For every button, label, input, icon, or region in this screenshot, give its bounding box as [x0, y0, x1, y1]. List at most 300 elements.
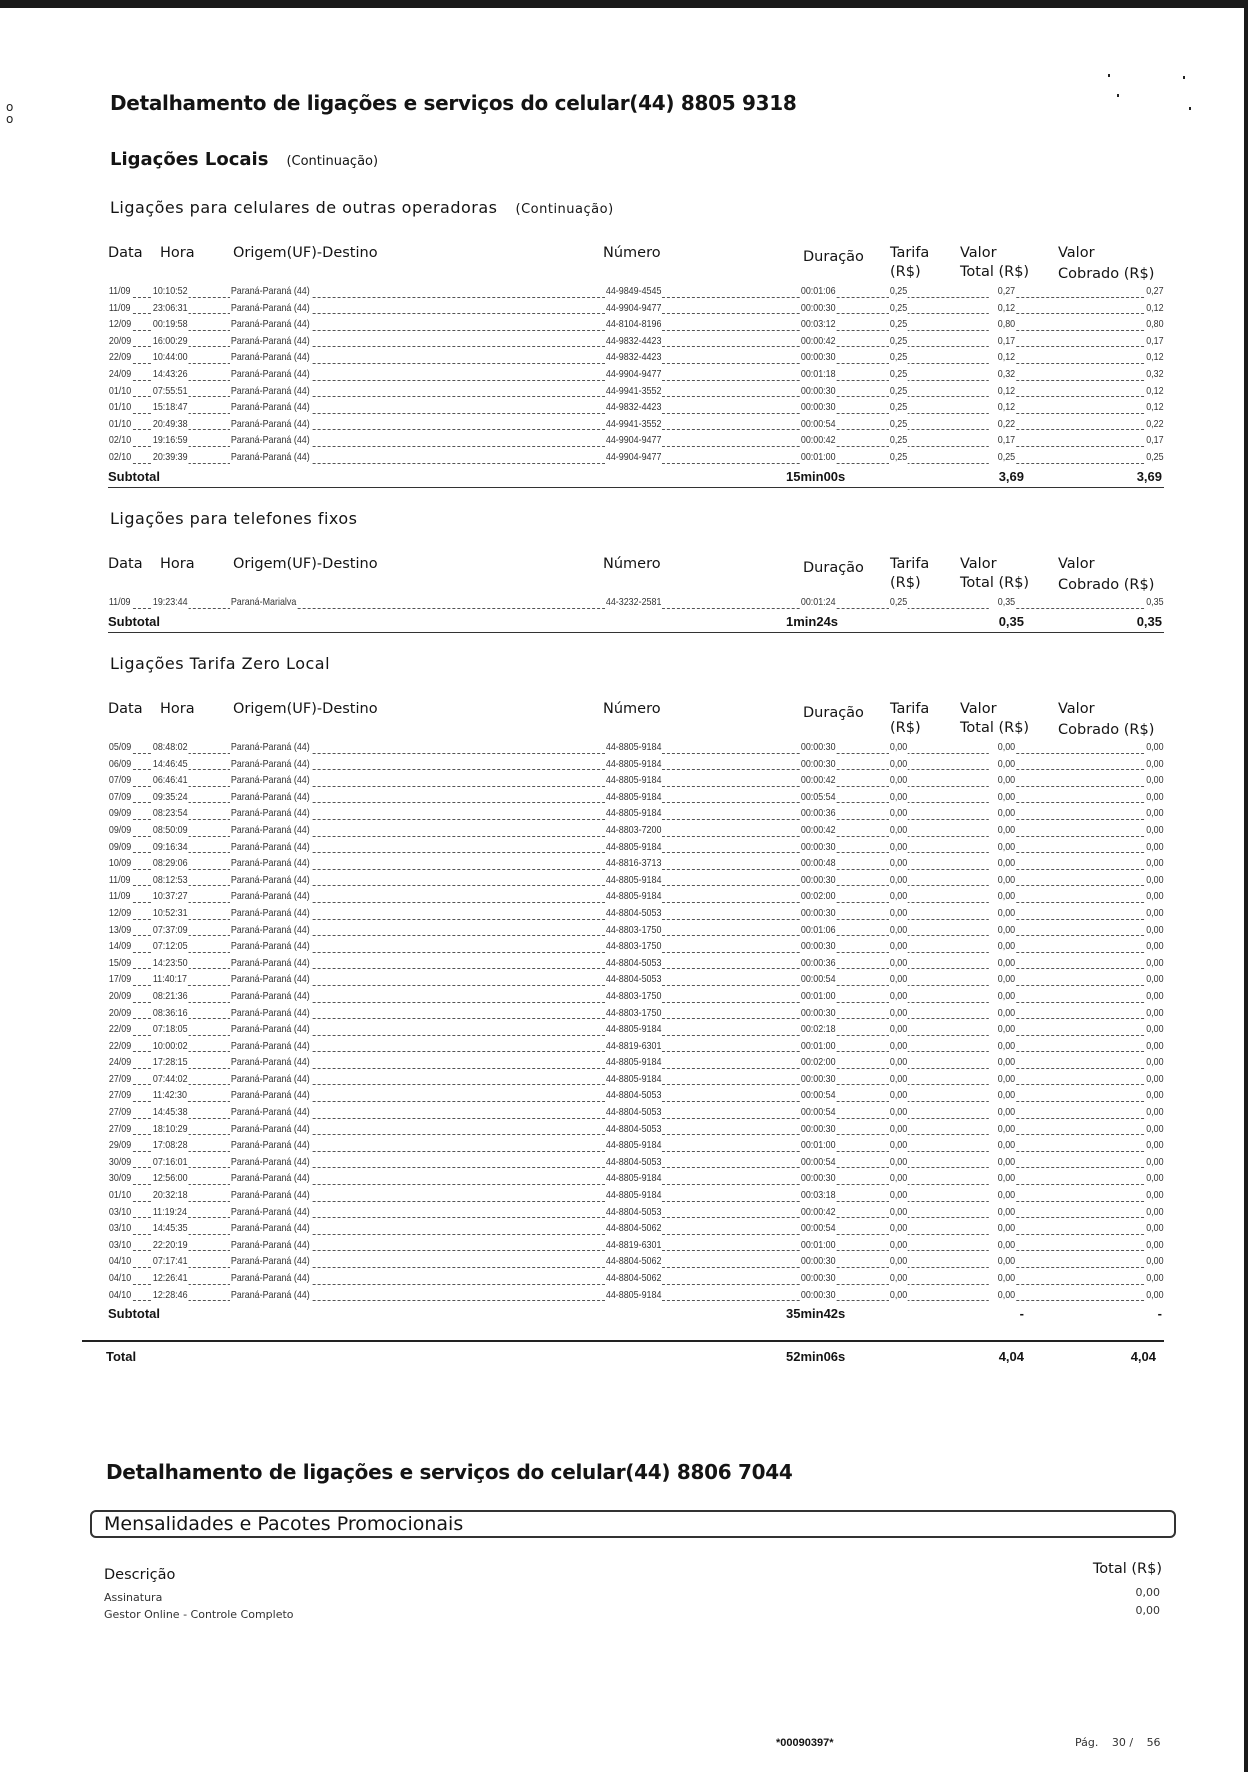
- cell-numero: 44-8805-9184: [605, 873, 662, 886]
- col-tarifa: Tarifa (R$): [890, 245, 930, 280]
- cell-tarifa: 0,00: [889, 1139, 908, 1152]
- cell-valor-cobrado: 0,12: [1145, 384, 1164, 397]
- cell-numero: 44-8804-5053: [605, 1106, 662, 1119]
- cell-hora: 16:00:29: [152, 334, 188, 347]
- cell-hora: 07:37:09: [152, 923, 188, 936]
- cell-hora: 07:12:05: [152, 940, 188, 953]
- cell-tarifa: 0,00: [889, 807, 908, 820]
- cell-data: 24/09: [108, 1056, 132, 1069]
- cell-valor-cobrado: 0,00: [1145, 823, 1164, 836]
- cell-numero: 44-8819-6301: [605, 1238, 662, 1251]
- cell-tarifa: 0,00: [889, 1089, 908, 1102]
- cell-hora: 17:08:28: [152, 1139, 188, 1152]
- cell-hora: 11:40:17: [152, 973, 187, 986]
- table-row: [108, 317, 1164, 334]
- cell-valor-total: 0,17: [989, 433, 1016, 448]
- cell-origem: Paraná-Paraná (44): [230, 1238, 310, 1251]
- table-body: [108, 284, 1164, 467]
- cell-duracao: 00:01:24: [800, 596, 836, 608]
- cell-data: 20/09: [108, 334, 132, 347]
- cell-origem: Paraná-Paraná (44): [230, 1089, 310, 1102]
- cell-valor-total: 0,00: [989, 1271, 1016, 1286]
- subtotal-valor-total: 3,69: [998, 468, 1024, 484]
- cell-valor-cobrado: 0,22: [1145, 417, 1164, 430]
- cell-numero: 44-9832-4423: [605, 401, 662, 414]
- cell-origem: Paraná-Paraná (44): [230, 757, 310, 770]
- cell-numero: 44-8816-3713: [605, 857, 662, 870]
- cell-valor-cobrado: 0,12: [1145, 351, 1164, 364]
- cell-tarifa: 0,25: [889, 384, 908, 397]
- col-origem: Origem(UF)-Destino: [233, 701, 378, 717]
- cell-duracao: 00:01:00: [800, 450, 836, 463]
- cell-hora: 14:46:45: [152, 757, 188, 770]
- cell-valor-total: 0,00: [989, 806, 1016, 821]
- cell-valor-total: 0,00: [989, 1221, 1016, 1236]
- cell-tarifa: 0,25: [889, 351, 908, 364]
- cell-tarifa: 0,00: [889, 1039, 908, 1052]
- cell-hora: 06:46:41: [152, 774, 188, 787]
- cell-duracao: 00:01:00: [800, 1039, 836, 1052]
- cell-origem: Paraná-Paraná (44): [230, 1122, 310, 1135]
- cell-tarifa: 0,00: [889, 973, 908, 986]
- cell-data: 11/09: [108, 890, 131, 903]
- table-row: [108, 956, 1164, 973]
- cell-data: 11/09: [108, 596, 131, 608]
- cell-origem: Paraná-Paraná (44): [230, 434, 310, 447]
- cell-hora: 14:45:38: [152, 1106, 188, 1119]
- subtotal-valor-cobrado: -: [1157, 1306, 1162, 1322]
- cell-origem: Paraná-Paraná (44): [230, 840, 310, 853]
- table-row: [108, 1288, 1164, 1305]
- table-header: [108, 700, 1164, 740]
- section-title: [110, 149, 378, 170]
- cell-data: 04/10: [108, 1272, 132, 1284]
- cell-valor-cobrado: 0,27: [1145, 285, 1164, 297]
- cell-origem: Paraná-Paraná (44): [230, 1172, 310, 1185]
- cell-numero: 44-9849-4545: [605, 285, 662, 297]
- total-duracao: 52min06s: [786, 1349, 846, 1364]
- cell-duracao: 00:00:54: [800, 1155, 836, 1168]
- cell-origem: Paraná-Paraná (44): [230, 956, 310, 969]
- subtotal-valor-cobrado: 3,69: [1136, 468, 1162, 484]
- cell-origem: Paraná-Paraná (44): [230, 1039, 310, 1052]
- cell-origem: Paraná-Paraná (44): [230, 285, 310, 297]
- cell-numero: 44-8803-1750: [605, 1006, 662, 1019]
- cell-tarifa: 0,00: [889, 1056, 908, 1069]
- cell-valor-total: 0,12: [989, 350, 1016, 365]
- cell-tarifa: 0,00: [889, 790, 908, 803]
- cell-numero: 44-8804-5053: [605, 1089, 662, 1102]
- cell-numero: 44-8805-9184: [605, 890, 662, 903]
- cell-hora: 00:19:58: [152, 318, 188, 331]
- cell-origem: Paraná-Paraná (44): [230, 334, 310, 347]
- cell-valor-total: 0,00: [989, 1006, 1016, 1021]
- table-row: [108, 1105, 1164, 1122]
- cell-tarifa: 0,00: [889, 1006, 908, 1019]
- grand-total-row: [106, 1349, 1162, 1369]
- cell-duracao: 00:00:42: [800, 774, 836, 787]
- cell-data: 10/09: [108, 857, 132, 870]
- mensalidade-amount: 0,00: [1135, 1586, 1160, 1599]
- cell-valor-cobrado: 0,00: [1145, 1255, 1164, 1268]
- col-duracao: Duração: [803, 705, 864, 721]
- cell-numero: 44-9941-3552: [605, 384, 662, 397]
- cell-hora: 22:20:19: [152, 1238, 188, 1251]
- table-row: [108, 1254, 1164, 1271]
- cell-numero: 44-9904-9477: [605, 434, 662, 447]
- table-row: [108, 773, 1164, 790]
- cell-duracao: 00:00:54: [800, 973, 836, 986]
- cell-tarifa: 0,25: [889, 367, 908, 380]
- cell-tarifa: 0,00: [889, 1106, 908, 1119]
- cell-tarifa: 0,25: [889, 401, 908, 414]
- subsection-name: Ligações para celulares de outras operadoras: [110, 198, 498, 217]
- cell-valor-cobrado: 0,35: [1145, 596, 1164, 608]
- table-row: [108, 1022, 1164, 1039]
- col-data: Data: [108, 701, 143, 717]
- cell-valor-total: 0,00: [989, 840, 1016, 855]
- cell-numero: 44-8805-9184: [605, 1189, 662, 1202]
- cell-tarifa: 0,00: [889, 1238, 908, 1251]
- cell-hora: 10:00:02: [152, 1039, 188, 1052]
- col-total: Total (R$): [1092, 1561, 1162, 1577]
- cell-origem: Paraná-Paraná (44): [230, 301, 310, 314]
- cell-valor-total: 0,00: [989, 1205, 1016, 1220]
- cell-valor-total: 0,25: [989, 450, 1016, 465]
- cell-valor-total: 0,00: [989, 906, 1016, 921]
- table-header: [108, 244, 1164, 284]
- cell-valor-total: 0,00: [989, 889, 1016, 904]
- second-line-title: Detalhamento de ligações e serviços do celular(44) 8806 7044: [106, 1460, 793, 1484]
- cell-duracao: 00:01:00: [800, 1139, 836, 1152]
- cell-data: 22/09: [108, 1039, 132, 1052]
- total-valor-cobrado: 4,04: [1130, 1349, 1156, 1364]
- cell-valor-total: 0,12: [989, 301, 1016, 316]
- cell-origem: Paraná-Paraná (44): [230, 367, 310, 380]
- cell-origem: Paraná-Paraná (44): [230, 1288, 310, 1301]
- cell-origem: Paraná-Paraná (44): [230, 1056, 310, 1069]
- cell-tarifa: 0,00: [889, 1205, 908, 1218]
- cell-hora: 09:35:24: [152, 790, 188, 803]
- col-valor-cobrado: Valor Cobrado (R$): [1058, 701, 1155, 738]
- cell-data: 01/10: [108, 401, 132, 414]
- cell-tarifa: 0,00: [889, 956, 908, 969]
- cell-hora: 18:10:29: [152, 1122, 188, 1135]
- cell-hora: 10:10:52: [152, 285, 188, 297]
- cell-origem: Paraná-Paraná (44): [230, 1272, 310, 1284]
- cell-numero: 44-8803-1750: [605, 923, 662, 936]
- table-row: [108, 1122, 1164, 1139]
- cell-duracao: 00:00:30: [800, 1255, 836, 1268]
- table-row: [108, 806, 1164, 823]
- table-row: [108, 384, 1164, 401]
- cell-duracao: 00:01:00: [800, 1238, 836, 1251]
- page-label: Pág.: [1075, 1736, 1099, 1749]
- cell-tarifa: 0,00: [889, 774, 908, 787]
- cell-numero: 44-9832-4423: [605, 334, 662, 347]
- table-row: [108, 1171, 1164, 1188]
- cell-tarifa: 0,00: [889, 989, 908, 1002]
- cell-valor-cobrado: 0,00: [1145, 1172, 1164, 1185]
- cell-valor-cobrado: 0,00: [1145, 807, 1164, 820]
- cell-data: 03/10: [108, 1222, 132, 1235]
- cell-origem: Paraná-Marialva: [230, 596, 297, 608]
- col-origem: Origem(UF)-Destino: [233, 245, 378, 261]
- cell-valor-cobrado: 0,00: [1145, 1272, 1164, 1284]
- cell-valor-total: 0,00: [989, 1138, 1016, 1153]
- cell-duracao: 00:03:12: [800, 318, 836, 331]
- cell-valor-total: 0,00: [989, 1022, 1016, 1037]
- cell-duracao: 00:00:30: [800, 873, 836, 886]
- table-row: [108, 889, 1164, 906]
- cell-origem: Paraná-Paraná (44): [230, 774, 310, 787]
- cell-tarifa: 0,00: [889, 1023, 908, 1036]
- cell-valor-total: 0,35: [989, 595, 1016, 610]
- cell-numero: 44-8805-9184: [605, 1139, 662, 1152]
- table-row: [108, 1221, 1164, 1238]
- cell-valor-total: 0,32: [989, 367, 1016, 382]
- mensalidade-item: Gestor Online - Controle Completo: [104, 1608, 294, 1621]
- cell-valor-cobrado: 0,00: [1145, 757, 1164, 770]
- table-telefones-fixos: [108, 555, 1164, 633]
- table-row: [108, 823, 1164, 840]
- table-row: [108, 757, 1164, 774]
- cell-duracao: 00:00:36: [800, 956, 836, 969]
- cell-numero: 44-9832-4423: [605, 351, 662, 364]
- cell-origem: Paraná-Paraná (44): [230, 351, 310, 364]
- mensalidade-item: Assinatura: [104, 1591, 163, 1604]
- cell-duracao: 00:05:54: [800, 790, 836, 803]
- cell-valor-cobrado: 0,00: [1145, 906, 1164, 919]
- table-row: [108, 367, 1164, 384]
- cell-valor-total: 0,00: [989, 1105, 1016, 1120]
- scan-speck: [1183, 76, 1185, 79]
- cell-tarifa: 0,00: [889, 940, 908, 953]
- table-tarifa-zero: [108, 700, 1164, 1324]
- table-row: [108, 350, 1164, 367]
- col-valor-total: Valor Total (R$): [960, 556, 1030, 591]
- subtotal-valor-cobrado: 0,35: [1136, 613, 1162, 629]
- cell-valor-cobrado: 0,00: [1145, 840, 1164, 853]
- cell-valor-total: 0,00: [989, 1288, 1016, 1303]
- cell-valor-total: 0,00: [989, 1088, 1016, 1103]
- cell-hora: 12:28:46: [152, 1288, 188, 1301]
- col-tarifa: Tarifa (R$): [890, 701, 930, 736]
- cell-origem: Paraná-Paraná (44): [230, 873, 310, 886]
- cell-valor-cobrado: 0,00: [1145, 989, 1164, 1002]
- cell-valor-cobrado: 0,00: [1145, 873, 1164, 886]
- table-row: [108, 972, 1164, 989]
- cell-valor-cobrado: 0,00: [1145, 774, 1164, 787]
- cell-numero: 44-8803-1750: [605, 940, 662, 953]
- cell-data: 09/09: [108, 807, 132, 820]
- cell-valor-total: 0,00: [989, 1039, 1016, 1054]
- col-valor-cobrado: Valor Cobrado (R$): [1058, 556, 1155, 593]
- cell-numero: 44-8805-9184: [605, 1072, 662, 1085]
- cell-duracao: 00:00:30: [800, 1122, 836, 1135]
- cell-origem: Paraná-Paraná (44): [230, 401, 310, 414]
- cell-data: 09/09: [108, 823, 132, 836]
- cell-tarifa: 0,00: [889, 1172, 908, 1185]
- cell-hora: 10:37:27: [152, 890, 188, 903]
- table-row: [108, 906, 1164, 923]
- subsection-title-fixos: Ligações para telefones fixos: [110, 509, 358, 528]
- table-row: [108, 284, 1164, 301]
- subtotal-duracao: 35min42s: [786, 1306, 846, 1322]
- cell-hora: 09:16:34: [152, 840, 188, 853]
- cell-data: 12/09: [108, 906, 132, 919]
- table-row: [108, 840, 1164, 857]
- table-row: [108, 1039, 1164, 1056]
- subtotal-duracao: 15min00s: [786, 468, 846, 484]
- cell-tarifa: 0,00: [889, 1255, 908, 1268]
- cell-numero: 44-9941-3552: [605, 417, 662, 430]
- cell-numero: 44-8805-9184: [605, 840, 662, 853]
- col-duracao: Duração: [803, 560, 864, 576]
- cell-duracao: 00:02:00: [800, 1056, 836, 1069]
- cell-numero: 44-8805-9184: [605, 757, 662, 770]
- col-valor-cobrado: Valor Cobrado (R$): [1058, 245, 1155, 282]
- cell-valor-total: 0,00: [989, 989, 1016, 1004]
- col-data: Data: [108, 245, 143, 261]
- cell-hora: 19:16:59: [152, 434, 188, 447]
- cell-origem: Paraná-Paraná (44): [230, 450, 310, 463]
- cell-tarifa: 0,00: [889, 1072, 908, 1085]
- document-code: *00090397*: [776, 1737, 834, 1749]
- page-current: 30 /: [1111, 1736, 1134, 1749]
- cell-tarifa: 0,25: [889, 285, 908, 297]
- cell-hora: 08:12:53: [152, 873, 188, 886]
- cell-valor-total: 0,00: [989, 1072, 1016, 1087]
- subsection-title-tarifa-zero: Ligações Tarifa Zero Local: [110, 654, 331, 673]
- cell-hora: 07:16:01: [152, 1155, 188, 1168]
- page-total: 56: [1146, 1736, 1161, 1749]
- cell-valor-cobrado: 0,00: [1145, 857, 1164, 870]
- cell-numero: 44-3232-2581: [605, 596, 662, 608]
- table-row: [108, 1188, 1164, 1205]
- cell-numero: 44-8804-5053: [605, 1122, 662, 1135]
- cell-data: 02/10: [108, 434, 132, 447]
- subtotal-valor-total: -: [1019, 1306, 1024, 1322]
- cell-numero: 44-8819-6301: [605, 1039, 662, 1052]
- table-row: [108, 939, 1164, 956]
- cell-data: 05/09: [108, 741, 132, 753]
- cell-duracao: 00:00:30: [800, 840, 836, 853]
- cell-origem: Paraná-Paraná (44): [230, 1139, 310, 1152]
- cell-hora: 11:19:24: [152, 1205, 187, 1218]
- cell-tarifa: 0,00: [889, 840, 908, 853]
- cell-numero: 44-8804-5062: [605, 1272, 662, 1284]
- cell-valor-total: 0,00: [989, 1238, 1016, 1253]
- cell-valor-cobrado: 0,00: [1145, 1155, 1164, 1168]
- cell-valor-cobrado: 0,25: [1145, 450, 1164, 463]
- cell-numero: 44-8804-5053: [605, 1155, 662, 1168]
- cell-origem: Paraná-Paraná (44): [230, 1189, 310, 1202]
- cell-data: 01/10: [108, 1189, 132, 1202]
- cell-duracao: 00:00:30: [800, 1006, 836, 1019]
- table-body: [108, 740, 1164, 1304]
- col-tarifa: Tarifa (R$): [890, 556, 930, 591]
- cell-valor-total: 0,22: [989, 417, 1016, 432]
- cell-origem: Paraná-Paraná (44): [230, 1023, 310, 1036]
- cell-tarifa: 0,00: [889, 1122, 908, 1135]
- cell-data: 24/09: [108, 367, 132, 380]
- cell-duracao: 00:00:54: [800, 417, 836, 430]
- page-number: [1075, 1736, 1171, 1749]
- table-body: [108, 595, 1164, 612]
- cell-numero: 44-8104-8196: [605, 318, 662, 331]
- cell-valor-cobrado: 0,12: [1145, 301, 1164, 314]
- cell-origem: Paraná-Paraná (44): [230, 384, 310, 397]
- col-hora: Hora: [160, 556, 195, 572]
- cell-hora: 07:55:51: [152, 384, 188, 397]
- cell-valor-total: 0,00: [989, 972, 1016, 987]
- cell-data: 03/10: [108, 1205, 132, 1218]
- cell-valor-total: 0,12: [989, 384, 1016, 399]
- cell-hora: 08:48:02: [152, 741, 188, 753]
- total-divider: [82, 1340, 1164, 1342]
- table-row: [108, 400, 1164, 417]
- table-header: [108, 555, 1164, 595]
- table-row: [108, 1006, 1164, 1023]
- cell-origem: Paraná-Paraná (44): [230, 857, 310, 870]
- cell-origem: Paraná-Paraná (44): [230, 923, 310, 936]
- cell-duracao: 00:00:54: [800, 1089, 836, 1102]
- cell-tarifa: 0,00: [889, 1155, 908, 1168]
- cell-data: 27/09: [108, 1106, 132, 1119]
- cell-valor-cobrado: 0,00: [1145, 1222, 1164, 1235]
- cell-origem: Paraná-Paraná (44): [230, 1155, 310, 1168]
- col-hora: Hora: [160, 245, 195, 261]
- total-label: Total: [106, 1349, 137, 1364]
- total-valor-total: 4,04: [998, 1349, 1024, 1364]
- col-numero: Número: [603, 556, 661, 572]
- cell-hora: 15:18:47: [152, 401, 188, 414]
- cell-duracao: 00:00:36: [800, 807, 836, 820]
- cell-valor-cobrado: 0,00: [1145, 1039, 1164, 1052]
- cell-origem: Paraná-Paraná (44): [230, 1222, 310, 1235]
- cell-data: 06/09: [108, 757, 132, 770]
- table-row: [108, 334, 1164, 351]
- cell-duracao: 00:00:30: [800, 401, 836, 414]
- cell-valor-cobrado: 0,00: [1145, 1189, 1164, 1202]
- cell-tarifa: 0,25: [889, 450, 908, 463]
- cell-origem: Paraná-Paraná (44): [230, 1106, 310, 1119]
- cell-data: 02/10: [108, 450, 132, 463]
- cell-data: 14/09: [108, 940, 132, 953]
- cell-tarifa: 0,00: [889, 1222, 908, 1235]
- cell-data: 27/09: [108, 1122, 132, 1135]
- cell-valor-cobrado: 0,00: [1145, 890, 1164, 903]
- cell-valor-cobrado: 0,32: [1145, 367, 1164, 380]
- cell-valor-total: 0,00: [989, 1171, 1016, 1186]
- cell-valor-total: 0,00: [989, 939, 1016, 954]
- cell-data: 12/09: [108, 318, 132, 331]
- cell-hora: 07:18:05: [152, 1023, 188, 1036]
- cell-duracao: 00:00:42: [800, 334, 836, 347]
- cell-origem: Paraná-Paraná (44): [230, 973, 310, 986]
- col-valor-total: Valor Total (R$): [960, 245, 1030, 280]
- cell-hora: 07:44:02: [152, 1072, 188, 1085]
- cell-data: 30/09: [108, 1155, 132, 1168]
- cell-hora: 08:21:36: [152, 989, 188, 1002]
- table-row: [108, 1271, 1164, 1288]
- subtotal-valor-total: 0,35: [998, 613, 1024, 629]
- table-row: [108, 1055, 1164, 1072]
- cell-numero: 44-8805-9184: [605, 1056, 662, 1069]
- cell-valor-total: 0,00: [989, 873, 1016, 888]
- cell-data: 20/09: [108, 1006, 132, 1019]
